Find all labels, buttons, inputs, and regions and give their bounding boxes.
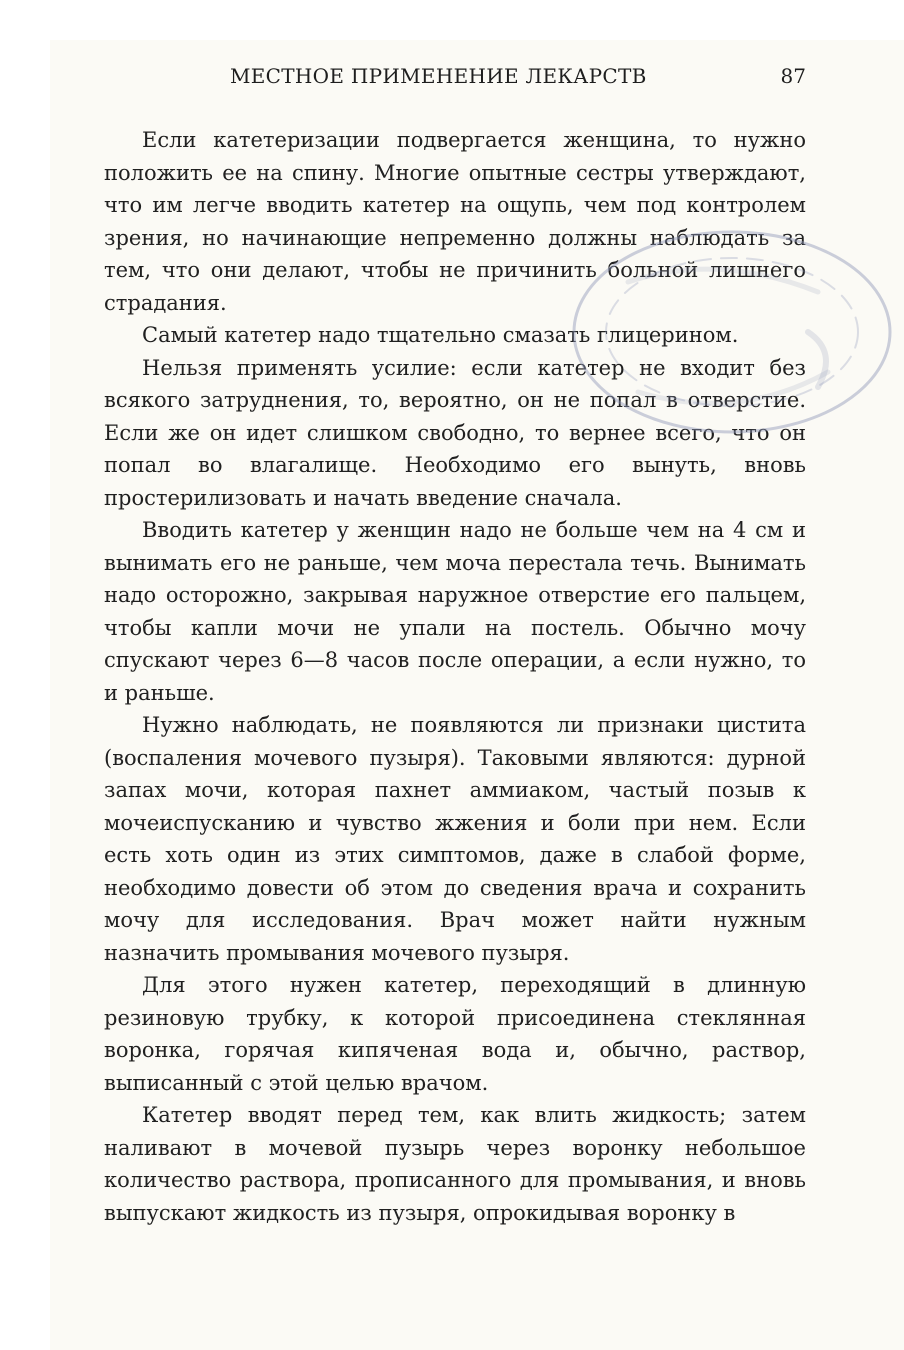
paragraph-5: Нужно наблюдать, не появляются ли признаки цистита (воспаления мочевого пузыря). Таковыми являются: дурной запах мочи, которая пахнет аммиаком, частый позыв к мочеиспусканию и чувство жжения и боли при нем. Если есть хоть один из этих симптомов, даже в слабой форме, необходимо довести об этом до сведения врача и сохранить мочу для исследования. Врач может найти нужным назначить промывания мочевого пузыря. [104,713,806,965]
running-head [100,62,806,92]
paragraph-6: Для этого нужен катетер, переходящий в длинную резиновую трубку, к которой присоединена стеклянная воронка, горячая кипяченая вода и, обычно, раствор, выписанный с этой целью врачом. [104,973,806,1095]
paragraph-4: Вводить катетер у женщин надо не больше чем на 4 см и вынимать его не раньше, чем моча перестала течь. Вынимать надо осторожно, закрывая наружное отверстие его пальцем, чтобы капли мочи не упали на постель. Обычно мочу спускают через 6—8 часов после операции, а если нужно, то и раньше. [104,518,806,705]
paragraph-2: Самый катетер надо тщательно смазать глицерином. [142,323,739,347]
page-number: 87 [780,64,806,88]
body-text [104,124,806,1229]
paragraph-1: Если катетеризации подвергается женщина, то нужно положить ее на спину. Многие опытные сестры утверждают, что им легче вводить катетер на ощупь, чем под контролем зрения, но начинающие непременно должны наблюдать за тем, что они делают, чтобы не причинить больной лишнего страдания. [104,128,806,315]
running-title: МЕСТНОЕ ПРИМЕНЕНИЕ ЛЕКАРСТВ [230,64,647,88]
paragraph-3: Нельзя применять усилие: если катетер не входит без всякого затруднения, то, вероятно, он не попал в отверстие. Если же он идет слишком свободно, то вернее всего, что он попал во влагалище. Необходимо его вынуть, вновь простерилизовать и начать введение сначала. [104,355,806,510]
paragraph-7: Катетер вводят перед тем, как влить жидкость; затем наливают в мочевой пузырь через воронку небольшое количество раствора, прописанного для промывания, и вновь выпускают жидкость из пузыря, опрокидывая воронку в [104,1103,806,1225]
